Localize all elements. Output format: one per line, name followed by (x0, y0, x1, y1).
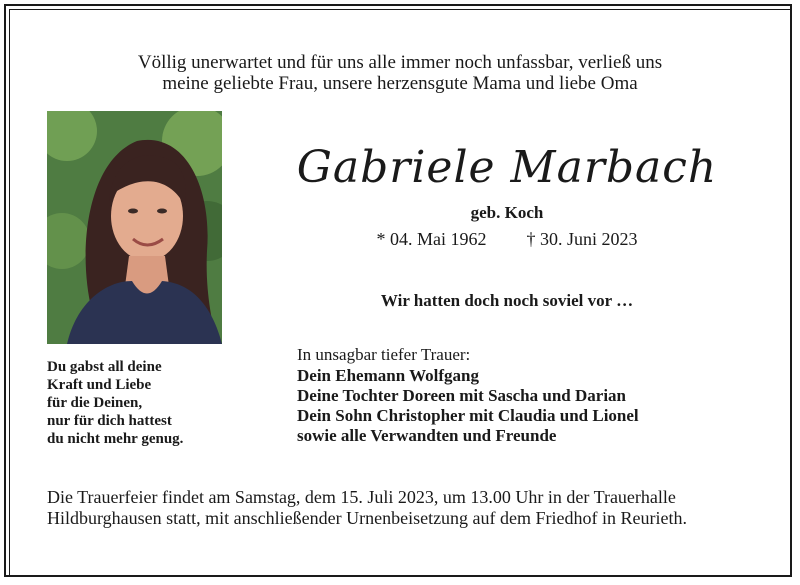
notice-line-1: Die Trauerfeier findet am Samstag, dem 15. Juli 2023, um 13.00 Uhr in der Trauerhalle (47, 487, 676, 507)
poem (47, 358, 247, 448)
life-dates (262, 229, 752, 250)
mourner-line: Dein Sohn Christopher mit Claudia und Lionel (297, 406, 639, 425)
poem-line: du nicht mehr genug. (47, 431, 184, 447)
mourning-intro: In unsagbar tiefer Trauer: (297, 345, 471, 364)
poem-line: Kraft und Liebe (47, 377, 152, 393)
intro-line-2: meine geliebte Frau, unsere herzensgute Mama und liebe Oma (162, 73, 638, 94)
birth-date: * 04. Mai 1962 (376, 229, 487, 249)
deceased-name: Gabriele Marbach (296, 142, 718, 193)
maiden-name: geb. Koch (470, 203, 544, 222)
portrait-illustration (47, 111, 222, 344)
mourner-line: Dein Ehemann Wolfgang (297, 366, 480, 385)
poem-line: Du gabst all deine (47, 359, 162, 375)
notice-line-2: Hildburghausen statt, mit anschließender Urnenbeisetzung auf dem Friedhof in Reurieth. (47, 508, 688, 528)
mourner-line: Deine Tochter Doreen mit Sascha und Darian (297, 386, 627, 405)
portrait-photo (47, 111, 222, 344)
funeral-notice (47, 487, 767, 529)
poem-line: für die Deinen, (47, 395, 143, 411)
death-date: † 30. Juni 2023 (526, 229, 638, 249)
mourners-list (297, 366, 639, 446)
mourner-line: sowie alle Verwandten und Freunde (297, 426, 557, 445)
intro-text (100, 52, 700, 94)
motto: Wir hatten doch noch soviel vor … (380, 291, 634, 310)
poem-line: nur für dich hattest (47, 413, 172, 429)
intro-line-1: Völlig unerwartet und für uns alle immer noch unfassbar, verließ uns (137, 52, 663, 73)
